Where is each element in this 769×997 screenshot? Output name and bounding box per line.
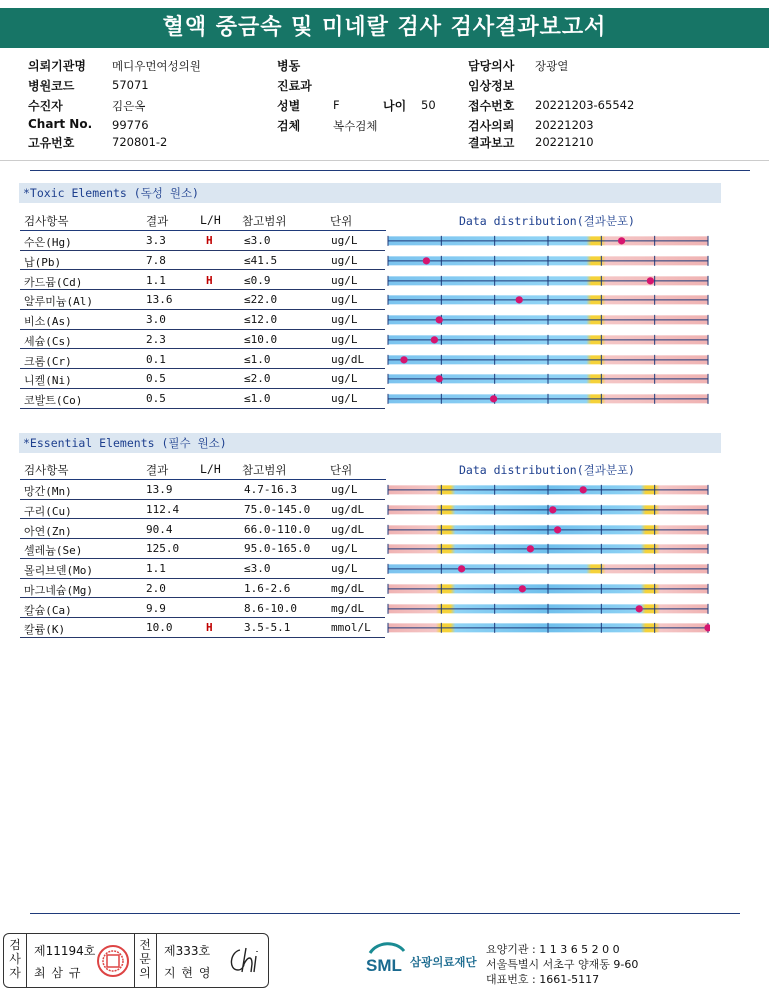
institution-label: 의뢰기관명 bbox=[28, 59, 86, 73]
distribution-bar bbox=[386, 520, 712, 540]
item-name: 칼슘(Ca) bbox=[24, 603, 72, 617]
lh-flag: H bbox=[206, 621, 213, 635]
distribution-bar bbox=[386, 271, 712, 291]
header-result: 결과 bbox=[146, 463, 169, 477]
unit: ug/L bbox=[331, 253, 358, 267]
reference-range: 3.5-5.1 bbox=[244, 621, 291, 635]
header-item: 검사항목 bbox=[24, 463, 69, 477]
table-row bbox=[20, 290, 720, 310]
sex-label: 성별 bbox=[277, 99, 301, 113]
table-row bbox=[20, 539, 720, 559]
reference-range: ≤22.0 bbox=[244, 293, 278, 307]
table-row bbox=[20, 579, 720, 599]
distribution-bar bbox=[386, 290, 712, 310]
result-marker bbox=[647, 277, 654, 284]
report-value: 20221210 bbox=[535, 135, 594, 149]
distribution-bar bbox=[386, 500, 712, 520]
distribution-chart bbox=[386, 500, 710, 520]
result-value: 9.9 bbox=[146, 601, 166, 615]
patient-info bbox=[0, 0, 769, 160]
result-marker bbox=[580, 486, 587, 493]
result-marker bbox=[554, 526, 561, 533]
item-name: 칼륨(K) bbox=[24, 623, 66, 637]
report-title: 혈액 중금속 및 미네랄 검사 검사결과보고서 bbox=[0, 8, 769, 48]
item-name: 크롬(Cr) bbox=[24, 354, 72, 368]
separator bbox=[156, 934, 157, 987]
header-ref: 참고범위 bbox=[242, 463, 287, 477]
unit: ug/L bbox=[331, 392, 358, 405]
distribution-chart bbox=[386, 271, 710, 291]
separator bbox=[26, 934, 27, 987]
header-unit: 단위 bbox=[330, 214, 353, 228]
unique-value: 720801-2 bbox=[112, 135, 168, 149]
reference-range: ≤2.0 bbox=[244, 372, 271, 386]
unit: ug/L bbox=[331, 332, 358, 346]
result-value: 2.0 bbox=[146, 581, 166, 595]
reference-range: ≤0.9 bbox=[244, 273, 271, 287]
item-name: 코발트(Co) bbox=[24, 394, 83, 407]
table-row bbox=[20, 251, 720, 271]
result-value: 112.4 bbox=[146, 502, 180, 516]
chart-value: 99776 bbox=[112, 118, 149, 132]
reference-range: ≤12.0 bbox=[244, 313, 278, 326]
distribution-bar bbox=[386, 480, 712, 500]
distribution-bar bbox=[386, 389, 712, 409]
item-name: 셀레늄(Se) bbox=[24, 544, 83, 558]
distribution-chart bbox=[386, 480, 710, 500]
header-ref: 참고범위 bbox=[242, 214, 287, 228]
request-value: 20221203 bbox=[535, 118, 594, 132]
table-row bbox=[20, 599, 720, 619]
unit: ug/L bbox=[331, 372, 358, 386]
result-value: 1.1 bbox=[146, 273, 166, 287]
result-value: 2.3 bbox=[146, 332, 166, 346]
reference-range: 1.6-2.6 bbox=[244, 581, 291, 595]
reference-range: ≤3.0 bbox=[244, 234, 271, 247]
result-value: 13.6 bbox=[146, 293, 173, 307]
distribution-bar bbox=[386, 599, 712, 619]
unit: ug/L bbox=[331, 313, 358, 326]
item-name: 수은(Hg) bbox=[24, 236, 72, 249]
distribution-bar bbox=[386, 559, 712, 579]
doctor-label: 담당의사 bbox=[468, 59, 515, 73]
table-row bbox=[20, 369, 720, 389]
result-marker bbox=[516, 297, 523, 304]
result-value: 13.9 bbox=[146, 483, 173, 496]
unit: ug/L bbox=[331, 483, 358, 496]
unit: mg/dL bbox=[331, 581, 365, 595]
receipt-value: 20221203-65542 bbox=[535, 98, 635, 112]
examinee-value: 김은옥 bbox=[112, 99, 146, 113]
institution-value: 메디우먼여성의원 bbox=[112, 59, 201, 73]
distribution-chart bbox=[386, 310, 710, 330]
item-name: 카드뮴(Cd) bbox=[24, 275, 83, 289]
distribution-chart bbox=[386, 539, 710, 559]
distribution-chart bbox=[386, 330, 710, 350]
unit: ug/L bbox=[331, 234, 358, 247]
divider-top bbox=[0, 160, 769, 161]
table-row bbox=[20, 330, 720, 350]
distribution-bar bbox=[386, 330, 712, 350]
reference-range: 75.0-145.0 bbox=[244, 502, 311, 516]
essential-table-header bbox=[0, 462, 769, 478]
header-result: 결과 bbox=[146, 214, 169, 228]
result-marker bbox=[618, 237, 625, 244]
toxic-table-header bbox=[0, 213, 769, 229]
distribution-chart bbox=[386, 350, 710, 370]
table-row bbox=[20, 520, 720, 540]
result-value: 0.5 bbox=[146, 372, 166, 386]
item-name: 구리(Cu) bbox=[24, 504, 72, 518]
item-name: 망간(Mn) bbox=[24, 485, 72, 498]
distribution-bar bbox=[386, 369, 712, 389]
unit: ug/dL bbox=[331, 522, 365, 536]
distribution-chart bbox=[386, 618, 710, 638]
unit: ug/L bbox=[331, 273, 358, 287]
table-row bbox=[20, 389, 720, 409]
distribution-chart bbox=[386, 231, 710, 251]
distribution-chart bbox=[386, 520, 710, 540]
specialist-name: 지 현 영 bbox=[164, 966, 212, 980]
examiner-label: 검 사 자 bbox=[9, 938, 21, 980]
distribution-bar bbox=[386, 539, 712, 559]
specimen-value: 복수검체 bbox=[333, 119, 378, 133]
header-lh: L/H bbox=[200, 462, 221, 476]
examiner-name: 최 삼 규 bbox=[34, 966, 82, 980]
reference-range: ≤3.0 bbox=[244, 562, 271, 575]
result-marker bbox=[490, 395, 497, 402]
result-marker bbox=[436, 316, 443, 323]
sex-value: F bbox=[333, 98, 340, 112]
lh-flag: H bbox=[206, 234, 213, 247]
unit: mg/dL bbox=[331, 601, 365, 615]
result-marker bbox=[431, 336, 438, 343]
result-value: 0.1 bbox=[146, 352, 166, 366]
reference-range: 8.6-10.0 bbox=[244, 601, 297, 615]
header-unit: 단위 bbox=[330, 463, 353, 477]
clinical-label: 임상정보 bbox=[468, 79, 515, 93]
reference-range: ≤10.0 bbox=[244, 332, 278, 346]
distribution-chart bbox=[386, 559, 710, 579]
specialist-no: 제333호 bbox=[164, 944, 211, 958]
receipt-label: 접수번호 bbox=[468, 99, 515, 113]
reference-range: 66.0-110.0 bbox=[244, 522, 311, 536]
reference-range: 95.0-165.0 bbox=[244, 542, 311, 556]
result-value: 90.4 bbox=[146, 522, 173, 536]
result-marker bbox=[436, 376, 443, 383]
svg-text:SML: SML bbox=[366, 956, 402, 975]
specialist-label: 전 문 의 bbox=[139, 938, 151, 980]
distribution-chart bbox=[386, 251, 710, 271]
table-row bbox=[20, 350, 720, 370]
table-row bbox=[20, 500, 720, 520]
company-name: 삼광의료재단 bbox=[410, 955, 477, 969]
table-row bbox=[20, 559, 720, 579]
header-lh: L/H bbox=[200, 213, 221, 227]
reference-range: 4.7-16.3 bbox=[244, 483, 297, 496]
request-label: 검사의뢰 bbox=[468, 119, 515, 133]
result-value: 3.0 bbox=[146, 313, 166, 326]
signature bbox=[226, 942, 264, 978]
unit: ug/dL bbox=[331, 502, 365, 516]
item-name: 알루미늄(Al) bbox=[24, 295, 93, 309]
table-row bbox=[20, 618, 720, 638]
header-item: 검사항목 bbox=[24, 214, 69, 228]
chart-label: Chart No. bbox=[28, 117, 93, 131]
item-name: 아연(Zn) bbox=[24, 524, 72, 538]
reference-range: ≤41.5 bbox=[244, 253, 278, 267]
age-label: 나이 bbox=[383, 99, 407, 113]
distribution-chart bbox=[386, 290, 710, 310]
result-marker bbox=[423, 257, 430, 264]
reference-range: ≤1.0 bbox=[244, 352, 271, 366]
institution-no: 요양기관 : 1 1 3 6 5 2 0 0 bbox=[486, 943, 620, 956]
result-marker bbox=[549, 506, 556, 513]
ward-label: 병동 bbox=[277, 59, 301, 73]
distribution-bar bbox=[386, 579, 712, 599]
table-row bbox=[20, 271, 720, 291]
result-value: 10.0 bbox=[146, 621, 173, 635]
result-marker bbox=[400, 356, 407, 363]
reference-range: ≤1.0 bbox=[244, 392, 271, 405]
unit: ug/L bbox=[331, 293, 358, 307]
distribution-chart bbox=[386, 389, 710, 409]
unit: mmol/L bbox=[331, 621, 371, 635]
result-marker bbox=[527, 546, 534, 553]
distribution-bar bbox=[386, 310, 712, 330]
toxic-section-title: *Toxic Elements (독성 원소) bbox=[19, 183, 721, 203]
examiner-no: 제11194호 bbox=[34, 944, 96, 958]
result-value: 1.1 bbox=[146, 562, 166, 575]
sml-logo-icon bbox=[366, 939, 408, 975]
item-name: 비소(As) bbox=[24, 315, 72, 328]
unit: ug/L bbox=[331, 562, 358, 575]
hospital-code-label: 병원코드 bbox=[28, 79, 75, 93]
dept-label: 진료과 bbox=[277, 79, 312, 93]
result-value: 7.8 bbox=[146, 253, 166, 267]
result-value: 3.3 bbox=[146, 234, 166, 247]
unique-label: 고유번호 bbox=[28, 136, 75, 150]
distribution-chart bbox=[386, 599, 710, 619]
unit: ug/dL bbox=[331, 352, 365, 366]
row-divider bbox=[20, 408, 385, 409]
age-value: 50 bbox=[421, 98, 436, 112]
examinee-label: 수진자 bbox=[28, 99, 63, 113]
divider-bottom bbox=[30, 913, 740, 914]
table-row bbox=[20, 231, 720, 251]
distribution-bar bbox=[386, 251, 712, 271]
report-label: 결과보고 bbox=[468, 136, 515, 150]
divider-top-blue bbox=[30, 170, 750, 171]
signature-box bbox=[3, 933, 269, 988]
distribution-bar bbox=[386, 350, 712, 370]
result-value: 0.5 bbox=[146, 392, 166, 405]
table-row bbox=[20, 310, 720, 330]
lh-flag: H bbox=[206, 273, 213, 287]
essential-section-title: *Essential Elements (필수 원소) bbox=[19, 433, 721, 453]
result-marker bbox=[636, 605, 643, 612]
doctor-value: 장광열 bbox=[535, 59, 569, 73]
distribution-bar bbox=[386, 618, 712, 638]
specimen-label: 검체 bbox=[277, 119, 301, 133]
item-name: 몰리브덴(Mo) bbox=[24, 564, 93, 577]
item-name: 니켈(Ni) bbox=[24, 374, 72, 388]
distribution-chart bbox=[386, 369, 710, 389]
row-divider bbox=[20, 637, 385, 638]
unit: ug/L bbox=[331, 542, 358, 556]
table-row bbox=[20, 480, 720, 500]
result-marker bbox=[519, 585, 526, 592]
hospital-code-value: 57071 bbox=[112, 78, 149, 92]
separator bbox=[134, 934, 135, 987]
result-value: 125.0 bbox=[146, 542, 180, 556]
company-logo bbox=[366, 935, 486, 980]
header-dist: Data distribution(결과분포) bbox=[459, 463, 635, 477]
result-marker bbox=[458, 565, 465, 572]
header-dist: Data distribution(결과분포) bbox=[459, 214, 635, 228]
item-name: 세슘(Cs) bbox=[24, 334, 72, 348]
item-name: 납(Pb) bbox=[24, 255, 62, 269]
seal-stamp bbox=[96, 944, 130, 978]
distribution-chart bbox=[386, 579, 710, 599]
distribution-bar bbox=[386, 231, 712, 251]
phone: 대표번호 : 1661-5117 bbox=[486, 973, 600, 986]
address: 서울특별시 서초구 양재동 9-60 bbox=[486, 958, 639, 971]
item-name: 마그네슘(Mg) bbox=[24, 583, 93, 597]
